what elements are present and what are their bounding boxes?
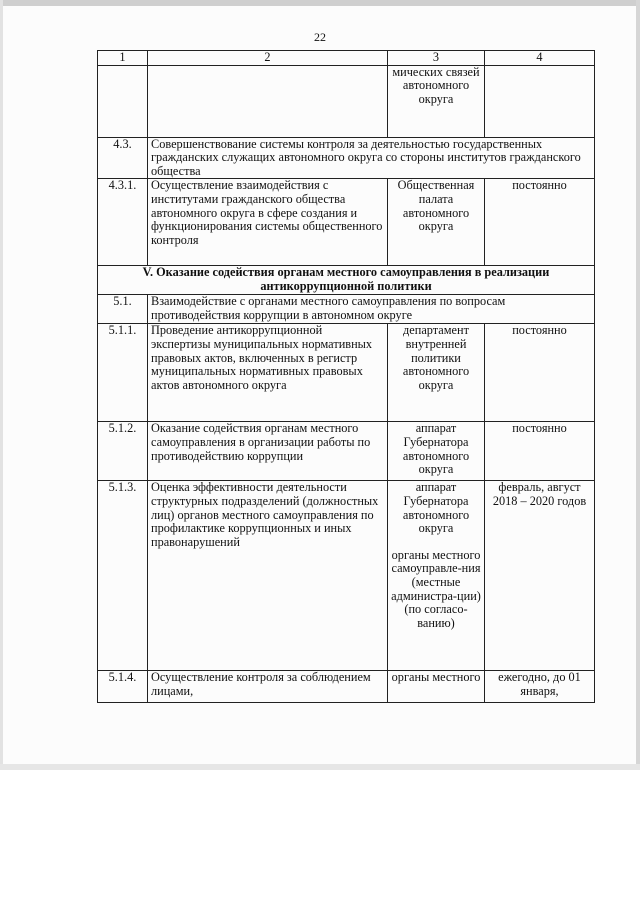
row-number: 5.1.2. (98, 422, 148, 481)
row-executor: органы местного (388, 671, 485, 703)
row-number: 5.1.3. (98, 481, 148, 671)
table-row (98, 179, 595, 266)
row-term: постоянно (485, 179, 595, 266)
header-col-2: 2 (148, 51, 388, 66)
scan-edge-bottom (0, 764, 640, 770)
page-number: 22 (314, 30, 326, 44)
row-measure: Оказание содействия органам местного самоуправления в организации работы по противодействию коррупции (148, 422, 388, 481)
table-row (98, 324, 595, 422)
row-term: февраль, август 2018 – 2020 годов (485, 481, 595, 671)
row-term (485, 65, 595, 137)
row-term: постоянно (485, 422, 595, 481)
row-number: 4.3. (98, 137, 148, 179)
scan-edge-right (636, 0, 640, 770)
table-row (98, 671, 595, 703)
row-executor: аппарат Губернатора автономного округа (388, 422, 485, 481)
section-title: V. Оказание содействия органам местного самоуправления в реализации антикоррупционной политики (98, 266, 595, 295)
table-row (98, 481, 595, 671)
row-measure: Осуществление контроля за соблюдением лицами, (148, 671, 388, 703)
row-number: 4.3.1. (98, 179, 148, 266)
row-measure: Осуществление взаимодействия с институтами гражданского общества автономного округа в сфере создания и функционирования системы общественного контроля (148, 179, 388, 266)
row-executor (388, 481, 485, 671)
scan-edge-left (0, 0, 3, 770)
measures-table (97, 50, 595, 703)
table-row (98, 65, 595, 137)
row-number: 5.1.1. (98, 324, 148, 422)
row-executor: мических связей автономного округа (388, 65, 485, 137)
row-measure (148, 65, 388, 137)
row-measure: Взаимодействие с органами местного самоуправления по вопросам противодействия коррупции в автономном округе (148, 295, 595, 324)
row-term: ежегодно, до 01 января, (485, 671, 595, 703)
scan-edge-top (0, 0, 640, 6)
table-row (98, 295, 595, 324)
row-term: постоянно (485, 324, 595, 422)
header-col-1: 1 (98, 51, 148, 66)
row-number (98, 65, 148, 137)
table-row (98, 137, 595, 179)
row-measure: Оценка эффективности деятельности структурных подразделений (должностных лиц) органов местного самоуправления по профилактике коррупционных и иных правонарушений (148, 481, 388, 671)
row-executor: Общественная палата автономного округа (388, 179, 485, 266)
table-header-row (98, 51, 595, 66)
section-row (98, 266, 595, 295)
table-row (98, 422, 595, 481)
executor-secondary: органы местного самоуправле-ния (местные администра-ции) (по согласо-ванию) (391, 547, 481, 630)
row-measure: Проведение антикоррупционной экспертизы муниципальных нормативных правовых актов, включенных в регистр муниципальных нормативных правовых актов автономного округа (148, 324, 388, 422)
executor-primary: аппарат Губернатора автономного округа (402, 480, 470, 536)
header-col-4: 4 (485, 51, 595, 66)
row-executor: департамент внутренней политики автономного округа (388, 324, 485, 422)
row-measure: Совершенствование системы контроля за деятельностью государственных гражданских служащих автономного округа со стороны институтов гражданского общества (148, 137, 595, 179)
header-col-3: 3 (388, 51, 485, 66)
row-number: 5.1. (98, 295, 148, 324)
row-number: 5.1.4. (98, 671, 148, 703)
